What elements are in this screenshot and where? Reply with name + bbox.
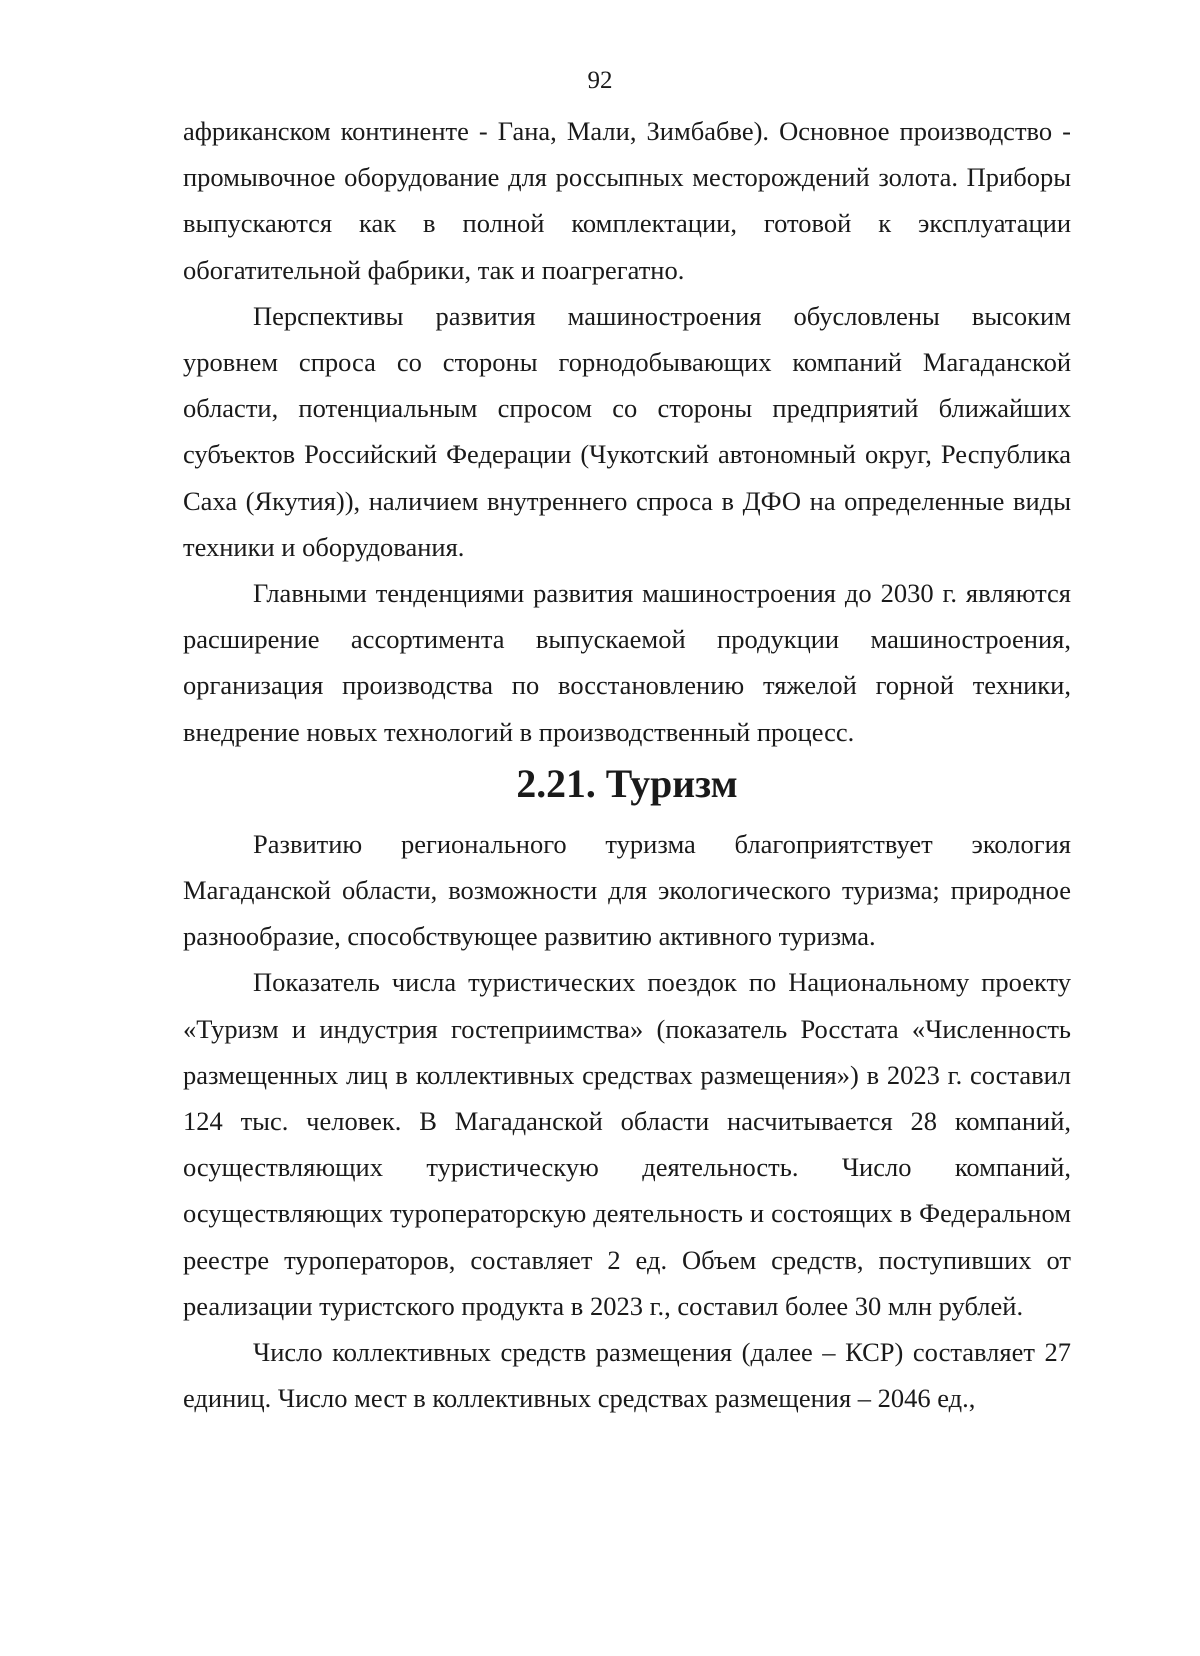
page-number: 92 [587,67,613,94]
section-heading-tourism: 2.21. Туризм [516,761,738,806]
document-body [183,108,1071,1421]
paragraph-tourism-ecology: Развитию регионального туризма благоприятствует экология Магаданской области, возможности для экологического туризма; природное разнообразие, способствующее развитию активного туризма. [183,828,1071,952]
paragraph-engineering-trends: Главными тенденциями развития машиностроения до 2030 г. являются расширение ассортимента выпускаемой продукции машиностроения, организация производства по восстановлению тяжелой горной техники, внедрение новых технологий в производственный процесс. [183,578,1071,747]
paragraph-accommodation-facilities: Число коллективных средств размещения (далее – КСР) составляет 27 единиц. Число мест в коллективных средствах размещения – 2046 ед., [183,1337,1071,1414]
paragraph-engineering-prospects: Перспективы развития машиностроения обусловлены высоким уровнем спроса со стороны горнодобывающих компаний Магаданской области, потенциальным спросом со стороны предприятий ближайших субъектов Российский Федерации (Чукотский автономный округ, Республика Саха (Якутия)), наличием внутреннего спроса в ДФО на определенные виды техники и оборудования. [183,300,1071,562]
paragraph-tourism-indicators: Показатель числа туристических поездок по Национальному проекту «Туризм и индустрия гостеприимства» (показатель Росстата «Численность размещенных лиц в коллективных средствах размещения») в 2023 г. составил 124 тыс. человек. В Магаданской области насчитывается 28 компаний, осуществляющих туристическую деятельность. Число компаний, осуществляющих туроператорскую деятельность и состоящих в Федеральном реестре туроператоров, составляет 2 ед. Объем средств, поступивших от реализации туристского продукта в 2023 г., составил более 30 млн рублей. [183,967,1071,1321]
paragraph-continuation-production: африканском континенте - Гана, Мали, Зимбабве). Основное производство - промывочное оборудование для россыпных месторождений золота. Приборы выпускаются как в полной комплектации, готовой к эксплуатации обогатительной фабрики, так и поагрегатно. [183,116,1071,285]
